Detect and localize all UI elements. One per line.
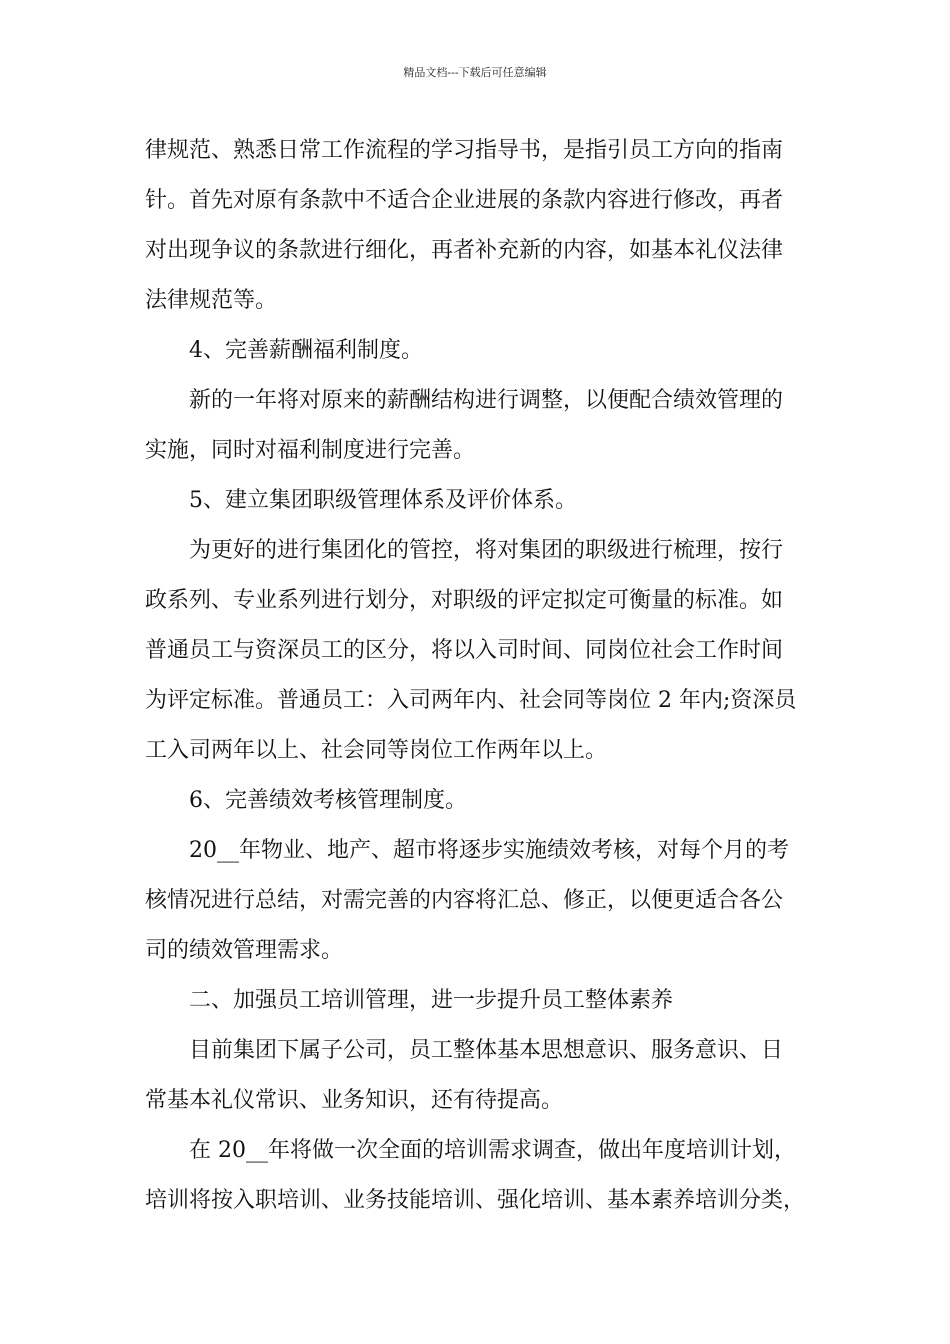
text-line: 工入司两年以上、社会同等岗位工作两年以上。 [145, 738, 608, 763]
text-line: 法律规范等。 [145, 288, 278, 313]
text-line: 政系列、专业系列进行划分，对职级的评定拟定可衡量的标准。如 [145, 588, 784, 613]
text-line: 核情况进行总结，对需完善的内容将汇总、修正，以便更适合各公 [145, 888, 784, 913]
text-line: 5、建立集团职级管理体系及评价体系。 [189, 488, 577, 513]
text-line: 培训将按入职培训、业务技能培训、强化培训、基本素养培训分类， [145, 1188, 806, 1213]
text-line: 为更好的进行集团化的管控，将对集团的职级进行梳理，按行 [189, 538, 784, 563]
text-line: 司的绩效管理需求。 [145, 938, 344, 963]
text-line: 4、完善薪酬福利制度。 [189, 338, 423, 363]
text-line: 对出现争议的条款进行细化，再者补充新的内容，如基本礼仪法律 [145, 238, 784, 263]
text-line: 普通员工与资深员工的区分，将以入司时间、同岗位社会工作时间 [145, 638, 784, 663]
text-line: 实施，同时对福利制度进行完善。 [145, 438, 476, 463]
text-line: 二、加强员工培训管理，进一步提升员工整体素养 [189, 988, 674, 1013]
text-line: 新的一年将对原来的薪酬结构进行调整，以便配合绩效管理的 [189, 388, 784, 413]
text-line: 律规范、熟悉日常工作流程的学习指导书，是指引员工方向的指南 [145, 138, 784, 163]
text-line: 20__年物业、地产、超市将逐步实施绩效考核，对每个月的考 [189, 838, 789, 863]
text-line: 常基本礼仪常识、业务知识，还有待提高。 [145, 1088, 564, 1113]
text-line: 6、完善绩效考核管理制度。 [189, 788, 467, 813]
text-line: 在 20__年将做一次全面的培训需求调查，做出年度培训计划， [189, 1138, 796, 1163]
page-header: 精品文档---下载后可任意编辑 [403, 66, 547, 79]
text-line: 目前集团下属子公司，员工整体基本思想意识、服务意识、日 [189, 1038, 784, 1063]
text-line: 针。首先对原有条款中不适合企业进展的条款内容进行修改，再者 [145, 188, 784, 213]
document-body [145, 126, 815, 1226]
text-line: 为评定标准。普通员工：入司两年内、社会同等岗位 2 年内;资深员 [145, 688, 797, 713]
